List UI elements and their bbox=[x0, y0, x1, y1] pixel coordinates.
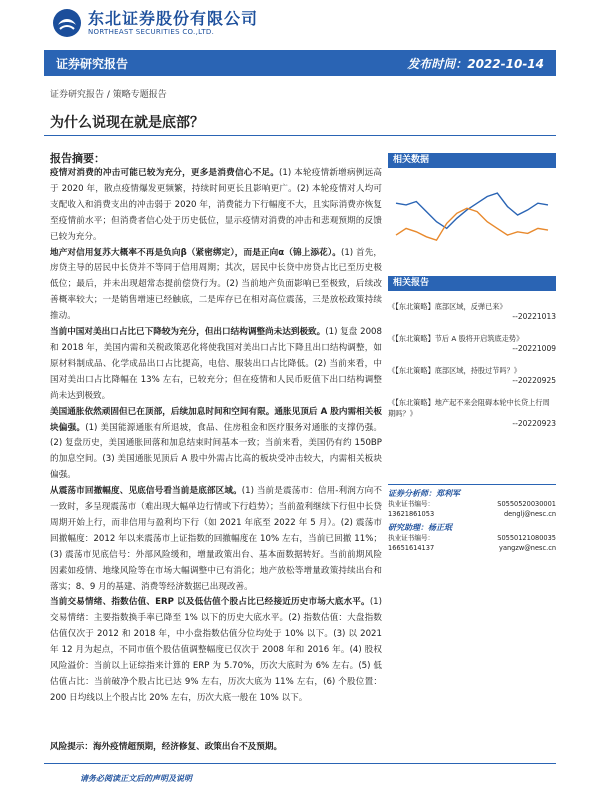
company-logo bbox=[52, 7, 258, 39]
summary-paragraph: 当前交易情绪、指数估值、ERP 以及低估值个股占比已经接近历史市场大底水平。(1) 交易情绪：主要指数换手率已降至 1% 以下的历史大底水平。(2) 指数估值：大盘指数估值仅次于 2012 和 2018 年，中小盘指数估值分位均处于 10% 以下。(3) 以 2021 年 12 月为起点，不同市值个股估值调整幅度已仅次于 2008 年和 2016 年。(4) 股权风险溢价：当前以上证综指来计算的 ERP 为 5.70%，历次大底时为 6% 左右。(5) 低估值占比：当前破净个股占比已达 9% 左右，历次大底为 11% 左右，(6) 个股位置：200 日均线以上个股占比 20% 左右，历次大底一般在 10% 以下。 bbox=[50, 597, 382, 703]
analyst-name: 郑利军 bbox=[436, 489, 460, 498]
related-report-date: --20221013 bbox=[512, 312, 556, 321]
assistant-phone: 16651614137 bbox=[388, 544, 435, 552]
chart-svg bbox=[388, 170, 556, 270]
page-title: 为什么说现在就是底部？ bbox=[50, 115, 204, 131]
analyst-email[interactable]: denglj@nesc.cn bbox=[503, 510, 556, 518]
footer-divider bbox=[44, 763, 556, 764]
assistant-email[interactable]: yangzw@nesc.cn bbox=[499, 544, 556, 552]
breadcrumb: 证券研究报告 / 策略专题报告 bbox=[50, 90, 167, 100]
chart-series-line bbox=[396, 208, 548, 240]
related-report-date: --20220923 bbox=[512, 419, 556, 428]
summary-paragraph: 美国通胀依然顽固但已在顶部，后续加息时间和空间有限。通胀见顶后 A 股内需相关板块偏强。(1) 美国能源通胀有所退坡，食品、住房租金和医疗服务对通胀的支撑仍强。(2) 复盘历史，美国通胀回落和加息结束时间基本一致；当前来看，美国仍有约 150BP 的加息空间。(3) 美国通胀见顶后 A 股中外需占比高的板块受冲击较大，内需相关板块偏强。 bbox=[50, 406, 382, 481]
summary-paragraph: 地产对信用复苏大概率不再是负向β（紧密绑定），而是正向α（锦上添花）。(1) 首先，房贷主导的居民中长贷并不等同于信用周期；其次，居民中长贷中房贷占比已至历史极低位；最后，并未出现超常态提前偿贷行为。(2) 当前地产负面影响已至极致，后续改善概率较大；一是销售增速已经触底，二是库存已在相对高位震荡，三是放松政策持续推动。 bbox=[50, 247, 382, 322]
related-data-chart bbox=[388, 170, 556, 270]
analyst-label: 证券分析师：郑利军 bbox=[388, 489, 460, 498]
summary-paragraph: 从震荡市回撤幅度、见底信号看当前是底部区域。(1) 当前是震荡市：信用-利润方向不一致时，多呈现震荡市（难出现大幅单边行情或下行趋势）；当前盈利继续下行但中长贷周期开始上行，而非信用与盈利均下行（如 2021 年底至 2022 年 5 月）。(2) 震荡市回撤幅度：2012 年以来震荡市上证指数的回撤幅度在 10% 左右，当前已回撤 11%；(3) 震荡市见底信号：外部风险缓和，增量政策出台、基本面数据转好。当前前期风险因素如疫情、地缘风险等在市场大幅调整中已有消化；地产放松等增量政策持续出台和落实；8、9 月的基建、消费等经济数据已出现改善。 bbox=[50, 486, 382, 592]
related-data-header bbox=[388, 153, 556, 168]
analyst-phone: 13621861053 bbox=[388, 510, 435, 518]
cert-number: S0550520030001 bbox=[497, 500, 556, 508]
related-report-date: --20220925 bbox=[512, 376, 556, 385]
related-data-title: 相关数据 bbox=[388, 153, 556, 168]
company-name-cn: 东北证券股份有限公司 bbox=[88, 8, 259, 28]
summary-paragraph: 疫情对消费的冲击可能已较为充分，更多是消费信心不足。(1) 本轮疫情新增病例远高于 2020 年，散点疫情爆发更频繁，持续时间更长且影响更广。(2) 本轮疫情对人均可支配收入和消费支出的冲击弱于 2020 年，消费能力下行幅度不大，且实际消费亦恢复至疫情前水平；但消费者信心处于历史低位，显示疫情对消费的冲击和悲观预期的反馈已较为充分。 bbox=[50, 168, 382, 242]
summary-paragraph: 当前中国对美出口占比已下降较为充分，但出口结构调整尚未达到极致。(1) 复盘 2008 和 2018 年，美国内需和关税政策恶化将使我国对美出口占比下降且出口结构调整，如原材料制成品、化学成品出口占比提高，电信、服装出口占比降低。(2) 当前来看，中国对美出口占比降幅在 13% 左右，已较充分；但在疫情和人民币贬值下出口结构调整尚未达到极致。 bbox=[50, 327, 382, 401]
cert-number: S0550121080035 bbox=[497, 534, 556, 542]
company-name-en: NORTHEAST SECURITIES CO.,LTD. bbox=[88, 27, 215, 36]
publish-date: 发布时间：2022-10-14 bbox=[407, 56, 544, 71]
related-report-link[interactable]: 《【东北策略】底部区域，反弹已来》 bbox=[388, 302, 507, 311]
chart-series-line bbox=[396, 193, 548, 228]
related-reports-header bbox=[388, 276, 556, 291]
related-report-link[interactable]: 《【东北策略】节后 A 股将开启筑底走势》 bbox=[388, 334, 524, 343]
analyst-info: 证券分析师：郑利军 执业证书编号： S0550520030001 13621861053 denglj@nesc.cn 研究助理：杨正珉 执业证书编号： S0550121080035 16651614137 yangzw@nesc.cn bbox=[388, 484, 556, 553]
assistant-label: 研究助理：杨正珉 bbox=[388, 523, 452, 532]
summary-body bbox=[50, 166, 382, 707]
related-reports-list bbox=[388, 293, 556, 428]
footer-disclaimer: 请务必阅读正文后的声明及说明 bbox=[80, 774, 192, 783]
assistant-name: 杨正珉 bbox=[428, 523, 452, 532]
report-banner bbox=[44, 50, 556, 76]
banner-report-type: 证券研究报告 bbox=[56, 56, 129, 71]
related-reports-title: 相关报告 bbox=[388, 276, 556, 291]
related-report-link[interactable]: 《【东北策略】地产起不来会阻碍本轮中长贷上行周期吗？》 bbox=[388, 398, 550, 418]
company-logo-icon bbox=[52, 8, 82, 38]
summary-heading: 报告摘要： bbox=[50, 152, 105, 165]
risk-warning: 风险提示：海外疫情超预期，经济修复、政策出台不及预期。 bbox=[50, 742, 283, 752]
related-report-date: --20221009 bbox=[512, 344, 556, 353]
related-report-link[interactable]: 《【东北策略】底部区域，持股过节吗？》 bbox=[388, 366, 521, 375]
title-divider bbox=[44, 135, 556, 136]
